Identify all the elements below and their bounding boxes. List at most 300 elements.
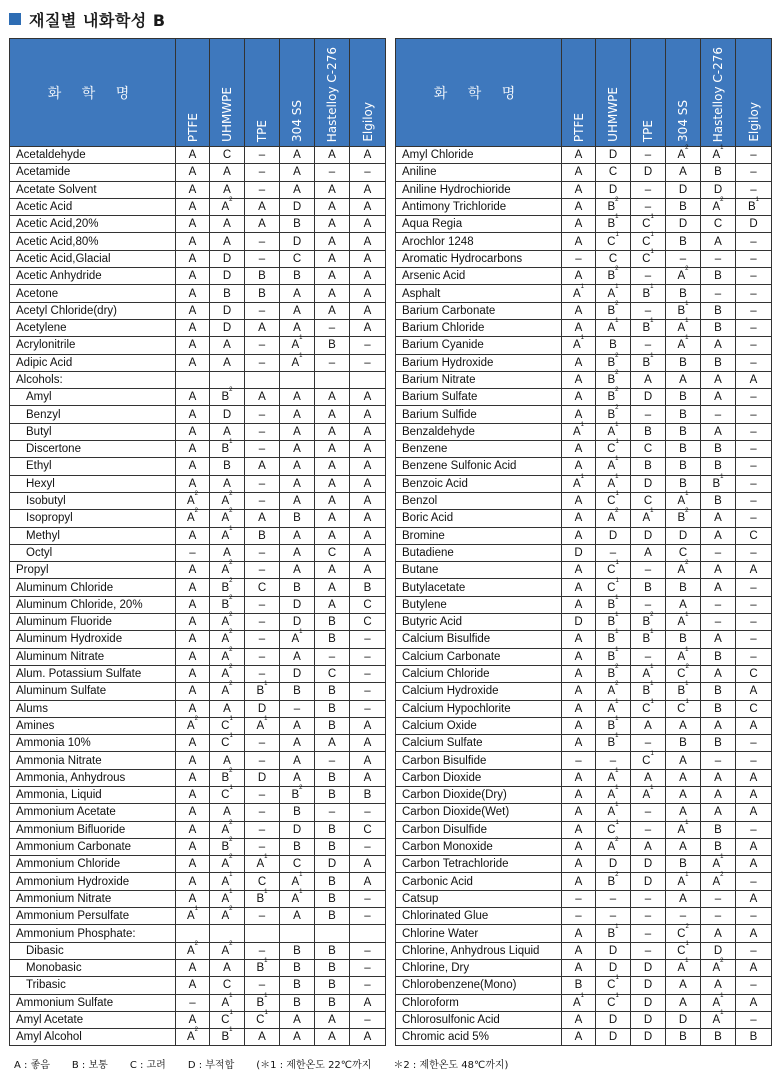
rating-cell: $A^1$ [245,717,280,734]
rating-cell: D [701,942,736,959]
superscript-note: 1 [720,1009,724,1016]
rating-cell: – [245,942,280,959]
rating-cell: A [701,371,736,388]
rating-cell: $A^2$ [210,631,245,648]
chemical-name: Acetyl Chloride(dry) [10,302,176,319]
rating-cell: A [562,683,596,700]
rating-cell: D [631,1029,666,1046]
rating-cell: A [315,250,350,267]
rating-cell: A [350,856,386,873]
rating-cell: B [631,423,666,440]
rating-cell: $A^2$ [210,562,245,579]
rating-cell: D [562,614,596,631]
rating-cell: – [736,908,772,925]
superscript-note: 1 [229,871,233,878]
rating-cell: C [596,250,631,267]
rating-cell: C [315,544,350,561]
rating-cell: A [666,371,701,388]
rating-cell: A [210,423,245,440]
rating-cell: – [736,648,772,665]
rating-cell: $C^1$ [631,250,666,267]
rating-cell: B [666,631,701,648]
table-row [10,233,386,250]
rating-cell: $C^1$ [596,441,631,458]
table-row [10,458,386,475]
rating-cell: A [280,181,315,198]
rating-cell: $C^1$ [210,786,245,803]
rating-cell [210,925,245,942]
rating-cell: A [666,804,701,821]
header-material [315,39,350,147]
superscript-note: 1 [264,958,268,965]
chemical-table-left [9,38,386,1046]
superscript-note: 1 [615,473,619,480]
table-row [396,735,772,752]
rating-cell: A [666,717,701,734]
rating-cell: A [176,302,210,319]
rating-cell: B [701,838,736,855]
table-row [396,389,772,406]
rating-cell: A [562,164,596,181]
chemical-name: Asphalt [396,285,562,302]
superscript-note: 1 [264,1009,268,1016]
rating-cell: B [315,786,350,803]
rating-cell: $B^2$ [596,389,631,406]
table-row [396,302,772,319]
rating-cell: $B^2$ [210,769,245,786]
superscript-note: 2 [615,300,619,307]
table-row [10,977,386,994]
chemical-name: Aluminum Chloride [10,579,176,596]
superscript-note: 1 [229,439,233,446]
rating-cell: D [631,475,666,492]
table-row [396,423,772,440]
rating-cell: $B^1$ [596,648,631,665]
rating-cell: D [245,700,280,717]
chemical-name: Acetic Acid,20% [10,216,176,233]
rating-cell: A [176,337,210,354]
rating-cell: A [631,544,666,561]
rating-cell: – [631,406,666,423]
table-row [10,423,386,440]
rating-cell: $B^1$ [631,683,666,700]
chemical-name: Aluminum Fluoride [10,614,176,631]
rating-cell: $A^1$ [666,959,701,976]
table-row [396,337,772,354]
rating-cell: A [176,354,210,371]
header-chemical-name: 화 학 명 [10,39,176,147]
superscript-note: 1 [615,491,619,498]
superscript-note: 2 [229,197,233,204]
superscript-note: 1 [615,785,619,792]
rating-cell: B [701,441,736,458]
rating-cell: B [666,1029,701,1046]
rating-cell: A [736,786,772,803]
rating-cell: A [350,769,386,786]
table-row [10,631,386,648]
rating-cell: – [736,250,772,267]
rating-cell: A [245,458,280,475]
header-material [701,39,736,147]
rating-cell: A [280,735,315,752]
table-row [10,614,386,631]
rating-cell: D [210,250,245,267]
rating-cell: $C^1$ [596,562,631,579]
superscript-note: 1 [685,300,689,307]
rating-cell: A [315,510,350,527]
rating-cell: A [666,890,701,907]
rating-cell: $C^1$ [596,233,631,250]
rating-cell: C [596,164,631,181]
rating-cell: D [666,181,701,198]
rating-cell: C [666,544,701,561]
table-row [396,873,772,890]
superscript-note: 1 [685,681,689,688]
chemical-name: Chloroform [396,994,562,1011]
rating-cell: – [350,977,386,994]
rating-cell: B [315,683,350,700]
rating-cell: A [176,648,210,665]
rating-cell: $A^2$ [596,510,631,527]
rating-cell: – [631,648,666,665]
rating-cell: A [701,631,736,648]
rating-cell: A [701,804,736,821]
rating-cell: D [596,856,631,873]
chemical-name: Butyric Acid [396,614,562,631]
rating-cell: $A^1$ [280,337,315,354]
superscript-note: 1 [720,145,724,152]
rating-cell: – [245,164,280,181]
rating-cell: B [245,527,280,544]
table-row [10,302,386,319]
rating-cell: A [350,510,386,527]
rating-cell: A [280,147,315,164]
chemical-name: Carbon Tetrachloride [396,856,562,873]
chemical-name: Acetic Anhydride [10,268,176,285]
superscript-note: 1 [615,923,619,930]
superscript-note: 1 [299,352,303,359]
header-material-label: TPE [641,119,655,142]
rating-cell: A [736,890,772,907]
rating-cell: – [736,164,772,181]
rating-cell: – [350,164,386,181]
rating-cell: A [562,389,596,406]
chemical-name: Ammonium Bifluoride [10,821,176,838]
chemical-name: Hexyl [10,475,176,492]
superscript-note: 2 [229,767,233,774]
superscript-note: 2 [229,646,233,653]
superscript-note: 2 [229,508,233,515]
superscript-note: 1 [299,629,303,636]
rating-cell: B [280,994,315,1011]
chemical-name: Propyl [10,562,176,579]
rating-cell: $A^2$ [210,683,245,700]
rating-cell: A [701,925,736,942]
rating-cell: – [736,423,772,440]
rating-cell: C [350,614,386,631]
chemical-name: Carbon Dioxide [396,769,562,786]
rating-cell: B [280,216,315,233]
superscript-note: 2 [650,612,654,619]
rating-cell: B [280,579,315,596]
superscript-note: 2 [229,629,233,636]
chemical-name: Barium Cyanide [396,337,562,354]
rating-cell: C [701,216,736,233]
rating-cell: B [210,458,245,475]
rating-cell: A [176,804,210,821]
chemical-table-right [395,38,772,1046]
superscript-note: 1 [650,318,654,325]
rating-cell: A [280,423,315,440]
table-row [396,821,772,838]
superscript-note: 1 [650,785,654,792]
superscript-note: 1 [615,594,619,601]
superscript-note: 2 [194,715,198,722]
superscript-note: 2 [229,664,233,671]
rating-cell: A [562,1011,596,1028]
rating-cell: – [596,908,631,925]
rating-cell: B [701,268,736,285]
rating-cell: – [245,492,280,509]
rating-cell: $B^1$ [631,285,666,302]
rating-cell: A [350,233,386,250]
rating-cell: A [315,389,350,406]
superscript-note: 2 [685,560,689,567]
chemical-name: Chlorinated Glue [396,908,562,925]
rating-cell: A [562,665,596,682]
chemical-name: Catsup [396,890,562,907]
table-row [396,838,772,855]
rating-cell: B [315,631,350,648]
rating-cell: A [562,735,596,752]
table-row [396,1011,772,1028]
superscript-note: 1 [229,888,233,895]
rating-cell: – [736,406,772,423]
rating-cell: C [736,665,772,682]
superscript-note: 2 [229,560,233,567]
chemical-name: Tribasic [10,977,176,994]
rating-cell: $A^1$ [596,285,631,302]
rating-cell: A [245,198,280,215]
rating-cell [245,371,280,388]
rating-cell: B [701,354,736,371]
superscript-note: 1 [264,854,268,861]
rating-cell: A [562,562,596,579]
rating-cell: A [350,1029,386,1046]
rating-cell: B [666,475,701,492]
rating-cell: A [315,181,350,198]
chemical-name: Benzene Sulfonic Acid [396,458,562,475]
superscript-note: 2 [229,906,233,913]
chemical-name: Acetylene [10,319,176,336]
rating-cell: D [596,1011,631,1028]
superscript-note: 2 [299,785,303,792]
header-material [562,39,596,147]
rating-cell: A [350,268,386,285]
superscript-note: 1 [264,715,268,722]
chemical-name: Ammonium Acetate [10,804,176,821]
chemical-name: Acetamide [10,164,176,181]
rating-cell: – [245,614,280,631]
rating-cell: B [666,233,701,250]
rating-cell: A [562,804,596,821]
superscript-note: 1 [615,439,619,446]
rating-cell: A [280,562,315,579]
rating-cell: $A^2$ [666,147,701,164]
superscript-note: 1 [580,421,584,428]
table-row [10,700,386,717]
rating-cell: A [280,1011,315,1028]
superscript-note: 1 [720,473,724,480]
superscript-note: 2 [685,508,689,515]
table-row [396,769,772,786]
rating-cell: – [350,354,386,371]
rating-cell: $A^2$ [176,717,210,734]
table-row [396,596,772,613]
superscript-note: 2 [720,197,724,204]
chemical-name: Ethyl [10,458,176,475]
table-row [396,977,772,994]
superscript-note: 1 [580,473,584,480]
superscript-note: 1 [615,318,619,325]
chemical-name: Ammonia Nitrate [10,752,176,769]
rating-cell: B [701,821,736,838]
rating-cell: D [596,959,631,976]
rating-cell: B [280,977,315,994]
chemical-name: Benzene [396,441,562,458]
chemical-name: Barium Sulfide [396,406,562,423]
rating-cell: C [245,873,280,890]
rating-cell [280,925,315,942]
rating-cell: A [631,769,666,786]
table-row [10,475,386,492]
rating-cell: A [210,164,245,181]
table-row [10,890,386,907]
rating-cell: $B^1$ [596,614,631,631]
chemical-name: Aluminum Hydroxide [10,631,176,648]
rating-cell: $B^2$ [596,371,631,388]
table-row [10,579,386,596]
table-header-row [396,39,772,147]
table-row [396,856,772,873]
rating-cell: B [666,441,701,458]
table-row [10,389,386,406]
rating-cell: A [562,147,596,164]
rating-cell: $A^2$ [176,1029,210,1046]
rating-cell: – [736,337,772,354]
rating-cell: A [176,198,210,215]
rating-cell: A [280,544,315,561]
chemical-name: Carbon Bisulfide [396,752,562,769]
chemical-name: Butyl [10,423,176,440]
table-row [10,1029,386,1046]
table-row [396,804,772,821]
rating-cell: $B^1$ [736,198,772,215]
rating-cell: A [245,319,280,336]
rating-cell: – [631,302,666,319]
rating-cell: A [280,475,315,492]
rating-cell: A [350,873,386,890]
rating-cell: $A^2$ [210,942,245,959]
rating-cell: B [210,285,245,302]
rating-cell: B [245,285,280,302]
rating-cell: D [596,147,631,164]
superscript-note: 2 [615,404,619,411]
rating-cell: A [666,752,701,769]
rating-cell: – [245,786,280,803]
rating-cell: A [176,752,210,769]
rating-cell: – [245,441,280,458]
superscript-note: 2 [229,819,233,826]
rating-cell: $B^1$ [596,596,631,613]
rating-cell: $C^1$ [596,579,631,596]
rating-cell: – [736,319,772,336]
rating-cell: D [631,977,666,994]
rating-cell: – [315,648,350,665]
chemical-name: Methyl [10,527,176,544]
rating-cell: – [736,285,772,302]
superscript-note: 1 [615,612,619,619]
superscript-note: 1 [299,871,303,878]
chemical-name: Isopropyl [10,510,176,527]
rating-cell: $A^1$ [596,804,631,821]
superscript-note: 2 [685,923,689,930]
header-material-label: Elgiloy [360,102,375,142]
rating-cell: A [245,216,280,233]
rating-cell: $C^1$ [631,752,666,769]
rating-cell: B [350,786,386,803]
chemical-name: Chlorosulfonic Acid [396,1011,562,1028]
superscript-note: 1 [685,871,689,878]
rating-cell: A [562,302,596,319]
chemical-name: Benzyl [10,406,176,423]
rating-cell: A [350,527,386,544]
rating-cell: – [736,752,772,769]
superscript-note: 1 [229,715,233,722]
rating-cell: $A^2$ [666,562,701,579]
table-row [10,337,386,354]
rating-cell: A [562,1029,596,1046]
rating-cell: A [315,492,350,509]
table-row [396,216,772,233]
rating-cell: C [280,250,315,267]
superscript-note: 1 [685,698,689,705]
rating-cell: A [350,735,386,752]
chemical-name: Aluminum Sulfate [10,683,176,700]
rating-cell: – [701,406,736,423]
rating-cell: A [562,925,596,942]
rating-cell: A [210,544,245,561]
rating-cell: A [350,198,386,215]
rating-cell: – [736,268,772,285]
rating-cell: A [736,959,772,976]
header-material [350,39,386,147]
superscript-note: 2 [229,854,233,861]
rating-cell: – [350,1011,386,1028]
chemical-name: Acrylonitrile [10,337,176,354]
rating-cell: D [210,302,245,319]
rating-cell: $A^2$ [596,838,631,855]
rating-cell: A [280,285,315,302]
rating-cell: C [350,596,386,613]
chemical-name: Aniline [396,164,562,181]
chemical-name: Ammonium Carbonate [10,838,176,855]
rating-cell: – [245,354,280,371]
superscript-note: 1 [615,214,619,221]
superscript-note: 1 [650,231,654,238]
rating-cell: B [631,458,666,475]
chemical-name: Carbon Monoxide [396,838,562,855]
